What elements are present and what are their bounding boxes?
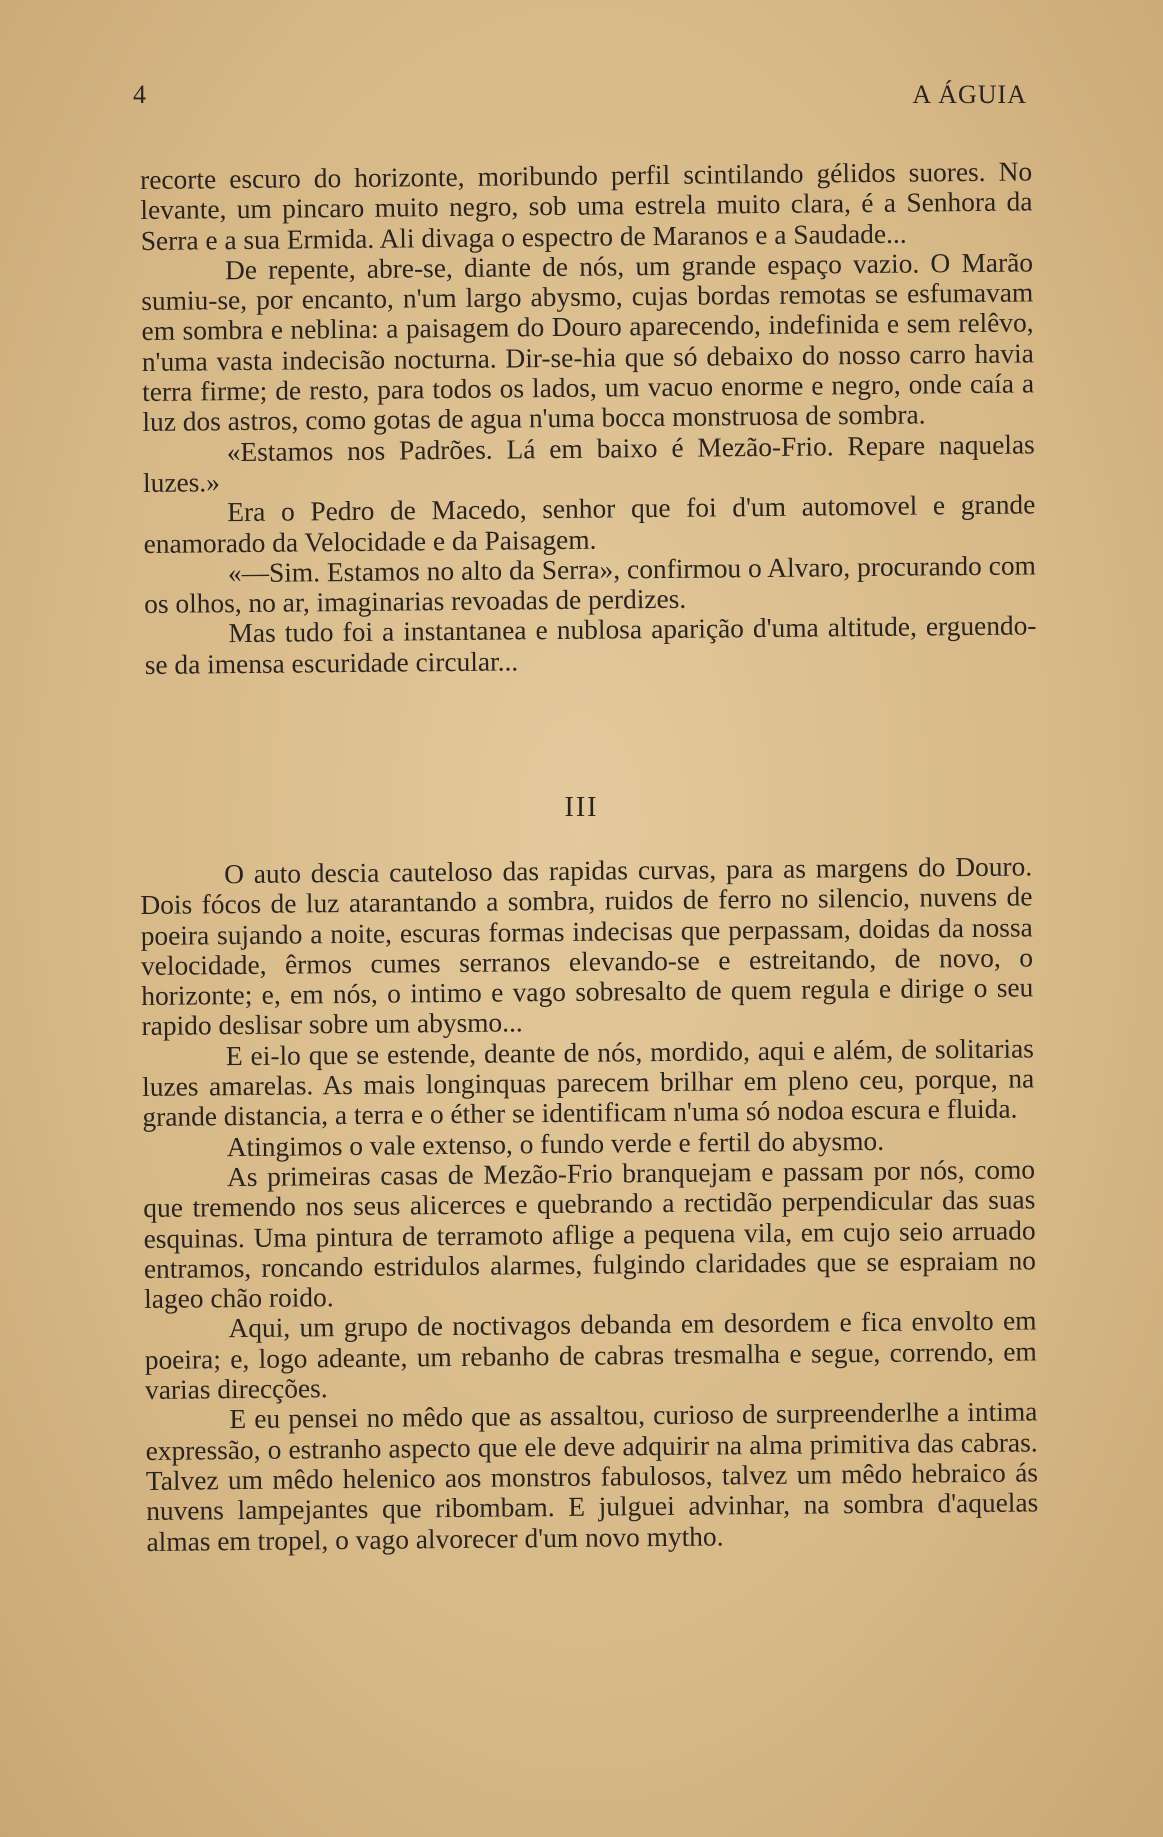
paragraph: Atingimos o vale extenso, o fundo verde e fertil do abysmo. [226, 1125, 885, 1162]
section-1-text [140, 156, 1037, 680]
page-number: 4 [133, 80, 146, 109]
paragraph: O auto descia cauteloso das rapidas curvas, para as margens do Douro. Dois fócos de luz atarantando a sombra, ruidos de ferro no silencio, nuvens de poeira sujando a noite, escuras formas indecisas que perpassam, doidas da nossa velocidade, êrmos cumes serranos elevando-se e estreitando, de novo, o horizonte; e, em nós, o intimo e vago sobresalto de quem regula e dirige o seu rapido deslisar sobre um abysmo... [140, 851, 1034, 1042]
paragraph: «Estamos nos Padrões. Lá em baixo é Mezão-Frio. Repare naquelas luzes.» [142, 429, 1035, 498]
paragraph: E eu pensei no mêdo que as assaltou, curioso de surpreenderlhe a intima expressão, o estranho aspecto que ele deve adquirir na alma primitiva das cabras. Talvez um mêdo helenico aos monstros fabulosos, talvez um mêdo hebraico ás nuvens lampejantes que ribombam. E julguei advinhar, na sombra d'aquelas almas em tropel, o vago alvorecer d'um novo mytho. [145, 1396, 1039, 1557]
paragraph: E ei-lo que se estende, deante de nós, mordido, aqui e além, de solitarias luzes amarelas. As mais longinquas parecem brilhar em pleno ceu, porque, na grande distancia, a terra e o éther se identificam n'uma só nodoa escura e fluida. [142, 1033, 1035, 1133]
paragraph: Era o Pedro de Macedo, senhor que foi d'um automovel e grande enamorado da Velocidade e da Paisagem. [143, 489, 1036, 559]
paragraph: recorte escuro do horizonte, moribundo perfil scintilando gélidos suores. No levante, um pincaro muito negro, sob uma estrela muito clara, é a Senhora da Serra e a sua Ermida. Ali divaga o espectro de Maranos e a Saudade... [140, 156, 1033, 256]
section-heading: III [564, 792, 599, 823]
paragraph: Aqui, um grupo de noctivagos debanda em desordem e fica envolto em poeira; e, logo adeante, um rebanho de cabras tresmalha e segue, correndo, em varias direcções. [144, 1305, 1037, 1406]
paragraph: «—Sim. Estamos no alto da Serra», confirmou o Alvaro, procurando com os olhos, no ar, imaginarias revoadas de perdizes. [144, 550, 1037, 620]
running-title: A ÁGUIA [912, 80, 1027, 109]
section-2-text [140, 851, 1039, 1556]
running-head [133, 80, 1027, 110]
paragraph: Mas tudo foi a instantanea e nublosa aparição d'uma altitude, erguendo-se da imensa escuridade circular... [144, 610, 1037, 680]
paragraph: De repente, abre-se, diante de nós, um grande espaço vazio. O Marão sumiu-se, por encanto, n'um largo abysmo, cujas bordas remotas se esfumavam em sombra e neblina: a paisagem do Douro aparecendo, indefinida e sem relêvo, n'uma vasta indecisão nocturna. Dir-se-hia que só debaixo do nosso carro havia terra firme; de resto, para todos os lados, um vacuo enorme e negro, onde caía a luz dos astros, como gotas de agua n'uma bocca monstruosa de sombra. [141, 247, 1035, 438]
paragraph: As primeiras casas de Mezão-Frio branquejam e passam por nós, como que tremendo nos seus alicerces e quebrando a rectidão perpendicular das suas esquinas. Uma pintura de terramoto aflige a pequena vila, em cujo seio arruado entramos, roncando estridulos alarmes, fulgindo claridades que se espraiam no lageo chão roido. [143, 1154, 1037, 1315]
